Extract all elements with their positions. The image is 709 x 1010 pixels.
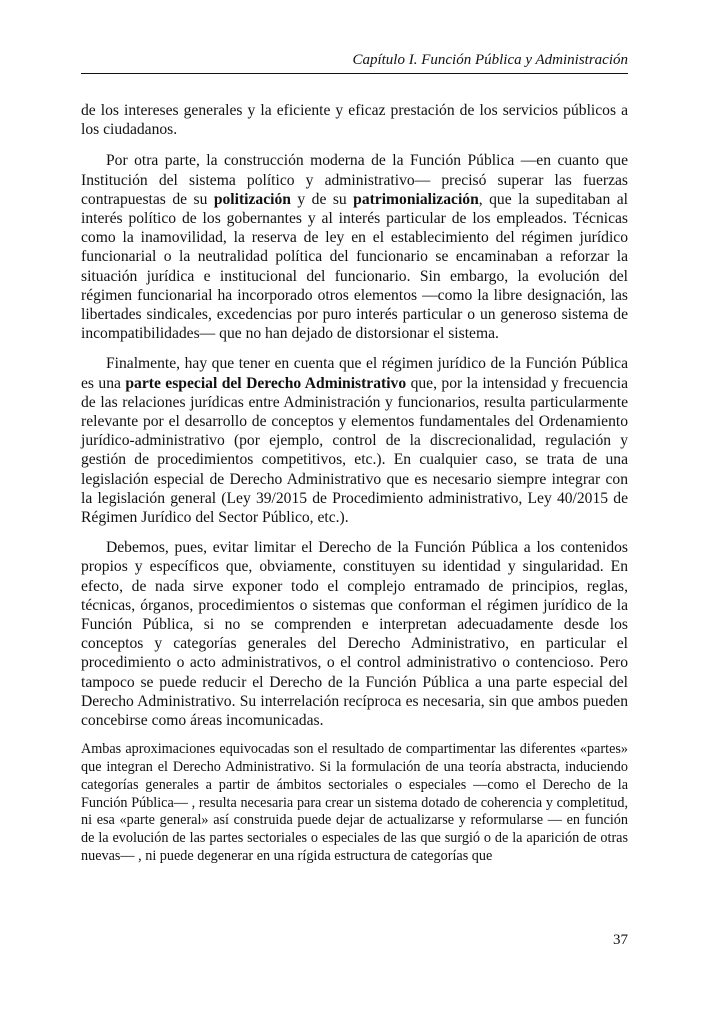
text-run: y de su [290, 190, 354, 208]
bold-term-parte-especial: parte especial del Derecho Administrativo [125, 374, 407, 392]
paragraph-politizacion [81, 151, 628, 343]
page-number: 37 [613, 932, 628, 948]
bold-term-politizacion: politización [213, 190, 291, 208]
text-run: que, por la intensidad y frecuencia de las relaciones jurídicas entre Administración y funcionarios, resulta particularmente relevante por el desarrollo de conceptos y elementos fundamentales del Ordenamiento jurídico-administrativo (por ejemplo, control de la discrecionalidad, regulación y gestión de procedimientos competitivos, etc.). En cualquier caso, se trata de una legislación especial de Derecho Administrativo que es necesario siempre integrar con la legislación general (Ley 39/2015 de Procedimiento administrativo, Ley 40/2015 de Régimen Jurídico del Sector Público, etc.). [81, 374, 628, 527]
text-run: Finalmente, hay que tener en cuenta que el régimen jurídico de la Función Pública es una [81, 355, 628, 392]
text-run: , que la supeditaban al interés político de los gobernantes y al interés particular de los empleados. Técnicas como la inamovilidad, la reserva de ley en el establecimiento del régimen jurídico funcionarial o la neutralidad política del funcionario se encaminaban a reforzar la situación jurídica e institucional del funcionario. Sin embargo, la evolución del régimen funcionarial ha incorporado otros elementos —como la libre designación, las libertades sindicales, excedencias por puro interés particular o un generoso sistema de incompatibilidades— que no han dejado de distorsionar el sistema. [81, 190, 628, 343]
paragraph-parte-especial [81, 354, 628, 527]
paragraph-continuation: de los intereses generales y la eficiente y eficaz prestación de los servicios públicos a los ciudadanos. [81, 102, 628, 139]
text-run: Por otra parte, la construcción moderna de la Función Pública —en cuanto que Institución del sistema político y administrativo— precisó superar las fuerzas contrapuestas de su [81, 152, 628, 208]
body-text [81, 101, 628, 877]
running-header: Capítulo I. Función Pública y Administración [352, 52, 628, 68]
bold-term-patrimonializacion: patrimonialización [353, 190, 479, 208]
paragraph-debemos: Debemos, pues, evitar limitar el Derecho de la Función Pública a los contenidos propios y específicos que, obviamente, constituyen su identidad y singularidad. En efecto, de nada sirve exponer todo el complejo entramado de principios, reglas, técnicas, órganos, procedimientos o sistemas que conforman el régimen jurídico de la Función Pública, si no se comprenden e interpretan adecuadamente desde los conceptos y categorías generales del Derecho Administrativo, en particular el procedimiento o acto administrativos, o el control administrativo o contencioso. Pero tampoco se puede reducir el Derecho de la Función Pública a una parte especial del Derecho Administrativo. Su interrelación recíproca es necesaria, sin que ambos pueden concebirse como áreas incomunicadas. [81, 539, 628, 730]
indented-note: Ambas aproximaciones equivocadas son el resultado de compartimentar las diferentes «partes» que integran el Derecho Administrativo. Si la formulación de una teoría abstracta, induciendo categorías generales a partir de ámbitos sectoriales o especiales —como el Derecho de la Función Pública— , resulta necesaria para crear un sistema dotado de coherencia y completitud, ni esa «parte general» así construida puede dejar de actualizarse y reformularse — en función de la evolución de las partes sectoriales o especiales de las que surgió o de la aparición de otras nuevas— , ni puede degenerar en una rígida estructura de categorías que [81, 741, 628, 865]
header-rule [81, 73, 628, 74]
